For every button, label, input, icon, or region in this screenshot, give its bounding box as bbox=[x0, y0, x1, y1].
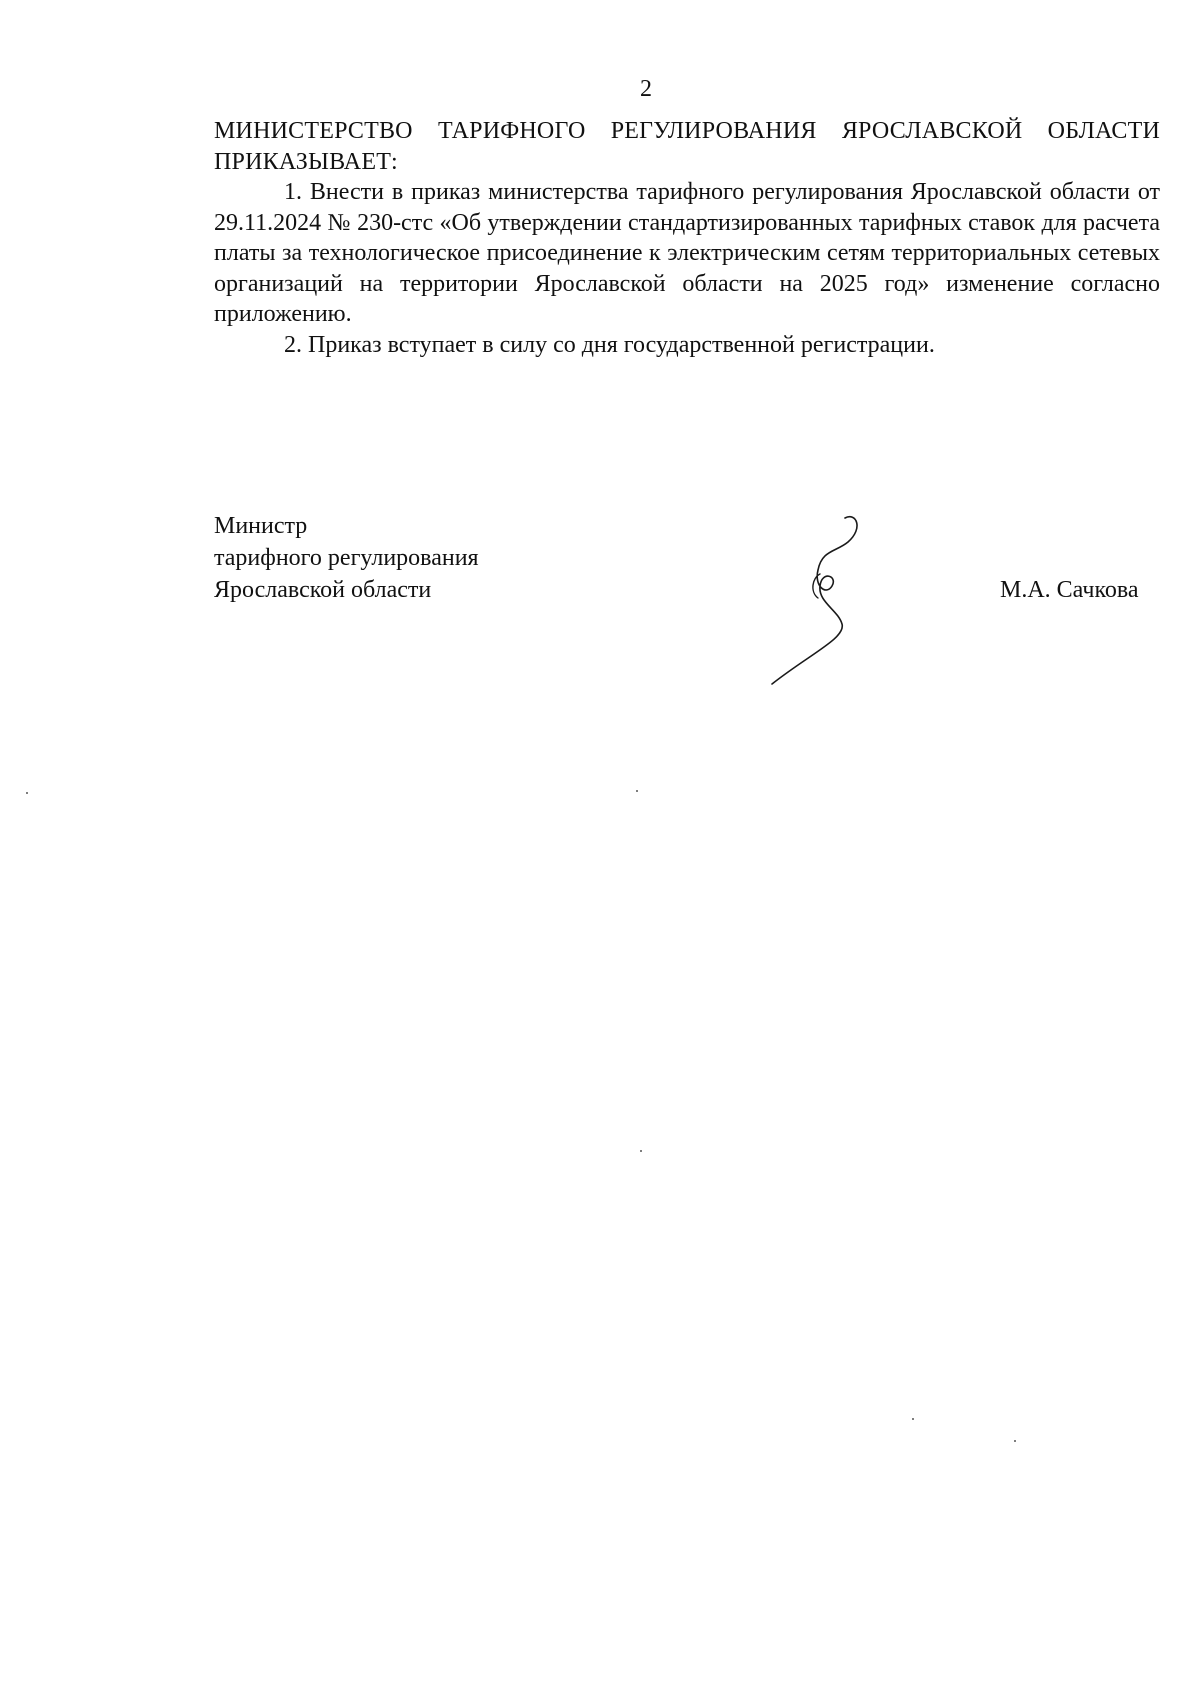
page-number: 2 bbox=[640, 76, 652, 102]
scan-speck bbox=[26, 792, 28, 794]
scan-speck bbox=[640, 1150, 642, 1152]
scan-speck bbox=[1014, 1440, 1016, 1442]
paragraph-1: 1. Внести в приказ министерства тарифного регулирования Ярославской области от 29.11.2024 № 230-стс «Об утверждении стандартизированных тарифных ставок для расчета платы за технологическое присоединение к электрическим сетям территориальных сетевых организаций на территории Ярославской области на 2025 год» изменение согласно приложению. bbox=[214, 179, 1160, 327]
signer-name: М.А. Сачкова bbox=[1000, 577, 1139, 603]
document-body bbox=[214, 116, 1160, 360]
handwritten-signature bbox=[760, 512, 880, 687]
position-line-1: Министр bbox=[214, 513, 308, 539]
position-line-2: тарифного регулирования bbox=[214, 545, 479, 571]
position-line-3: Ярославской области bbox=[214, 577, 432, 603]
scan-speck bbox=[912, 1418, 914, 1420]
order-heading: МИНИСТЕРСТВО ТАРИФНОГО РЕГУЛИРОВАНИЯ ЯРОСЛАВСКОЙ ОБЛАСТИ ПРИКАЗЫВАЕТ: bbox=[214, 118, 1160, 175]
scan-speck bbox=[636, 790, 638, 792]
paragraph-2: 2. Приказ вступает в силу со дня государственной регистрации. bbox=[284, 331, 935, 358]
signatory-position bbox=[214, 510, 479, 606]
